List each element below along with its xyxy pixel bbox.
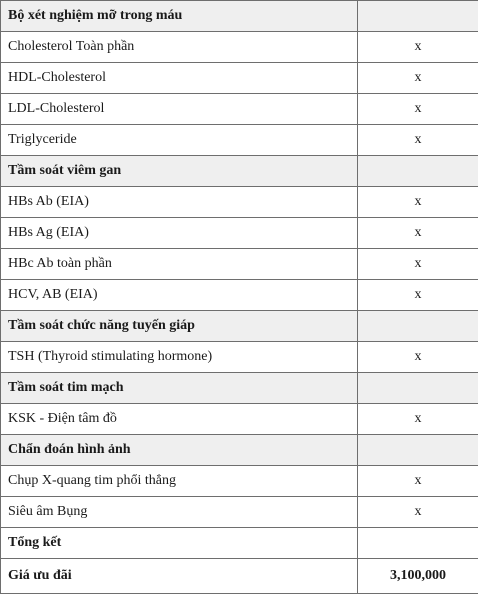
test-name: HBc Ab toàn phần [1, 249, 358, 280]
summary-row [1, 528, 478, 559]
test-name: Siêu âm Bụng [1, 497, 358, 528]
section-header-row [1, 435, 478, 466]
table-row [1, 94, 478, 125]
included-mark: x [358, 125, 478, 156]
table-row [1, 404, 478, 435]
section-header-row [1, 156, 478, 187]
section-header-row [1, 1, 478, 32]
included-mark [358, 1, 478, 32]
test-name: Triglyceride [1, 125, 358, 156]
test-name: KSK - Điện tâm đồ [1, 404, 358, 435]
table-row [1, 280, 478, 311]
table-row [1, 249, 478, 280]
test-name: HBs Ag (EIA) [1, 218, 358, 249]
test-name: LDL-Cholesterol [1, 94, 358, 125]
test-name: Cholesterol Toàn phần [1, 32, 358, 63]
table-row [1, 342, 478, 373]
included-mark: x [358, 249, 478, 280]
included-mark [358, 528, 478, 559]
table-row [1, 63, 478, 94]
summary-label: Tổng kết [1, 528, 358, 559]
section-title: Tầm soát tim mạch [1, 373, 358, 404]
section-title: Tầm soát chức năng tuyến giáp [1, 311, 358, 342]
included-mark [358, 435, 478, 466]
test-name: HBs Ab (EIA) [1, 187, 358, 218]
included-mark: x [358, 466, 478, 497]
test-name: TSH (Thyroid stimulating hormone) [1, 342, 358, 373]
price-label: Giá ưu đãi [1, 559, 358, 594]
included-mark: x [358, 497, 478, 528]
included-mark [358, 311, 478, 342]
section-title: Bộ xét nghiệm mỡ trong máu [1, 1, 358, 32]
included-mark: x [358, 63, 478, 94]
section-title: Tầm soát viêm gan [1, 156, 358, 187]
section-title: Chẩn đoán hình ảnh [1, 435, 358, 466]
included-mark [358, 156, 478, 187]
table-row [1, 125, 478, 156]
price-row [1, 559, 478, 594]
included-mark: x [358, 404, 478, 435]
test-name: Chụp X-quang tim phổi thẳng [1, 466, 358, 497]
table-row [1, 218, 478, 249]
included-mark: x [358, 280, 478, 311]
test-name: HDL-Cholesterol [1, 63, 358, 94]
included-mark: x [358, 342, 478, 373]
included-mark: x [358, 32, 478, 63]
table-row [1, 466, 478, 497]
section-header-row [1, 373, 478, 404]
section-header-row [1, 311, 478, 342]
included-mark: x [358, 218, 478, 249]
price-value: 3,100,000 [358, 559, 478, 594]
included-mark: x [358, 187, 478, 218]
package-table-body [1, 1, 478, 594]
test-name: HCV, AB (EIA) [1, 280, 358, 311]
included-mark: x [358, 94, 478, 125]
table-row [1, 497, 478, 528]
table-row [1, 32, 478, 63]
included-mark [358, 373, 478, 404]
table-row [1, 187, 478, 218]
